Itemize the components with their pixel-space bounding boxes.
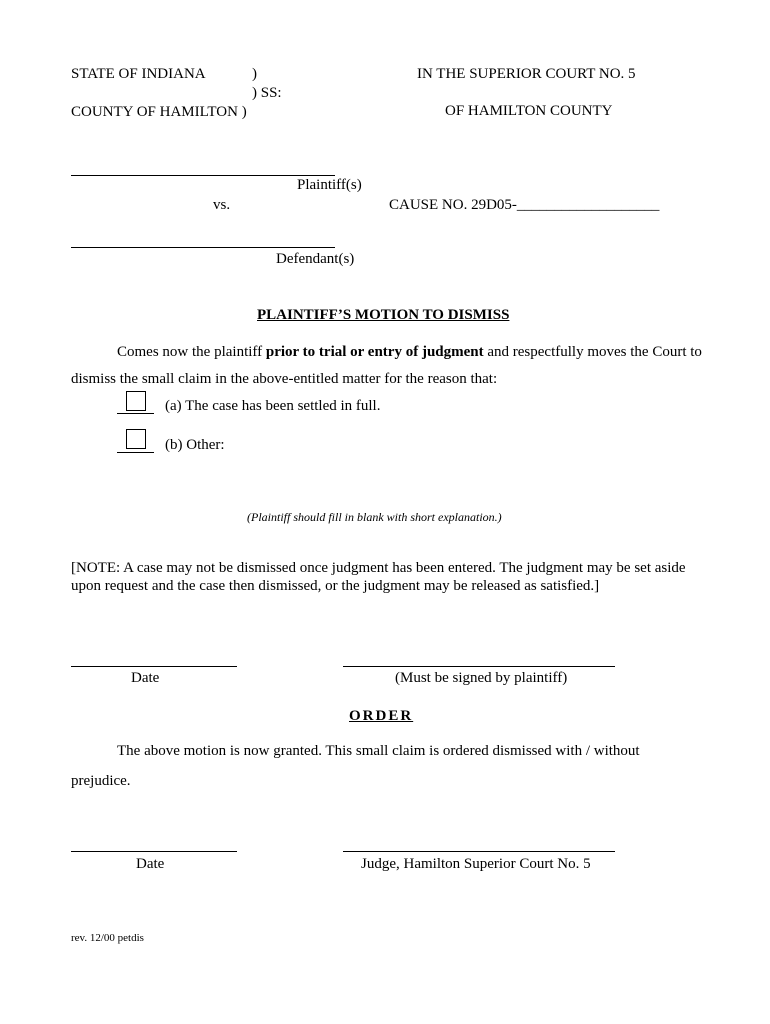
judge-signature-label: Judge, Hamilton Superior Court No. 5 <box>361 856 591 872</box>
date-line-2[interactable] <box>71 851 237 852</box>
court-county-label: OF HAMILTON COUNTY <box>445 103 613 119</box>
checkbox-settled-underline <box>117 413 154 414</box>
date-label-1: Date <box>131 670 160 686</box>
state-label: STATE OF INDIANA <box>71 66 206 82</box>
court-label: IN THE SUPERIOR COURT NO. 5 <box>417 66 636 82</box>
defendant-label: Defendant(s) <box>276 251 355 267</box>
vs-label: vs. <box>213 197 231 213</box>
order-text-line-2: prejudice. <box>71 773 131 789</box>
motion-intro: Comes now the plaintiff prior to trial or entry of judgment and respectfully moves the Court to <box>117 344 702 360</box>
cause-number[interactable]: CAUSE NO. 29D05-___________________ <box>389 197 660 213</box>
date-label-2: Date <box>136 856 165 872</box>
plaintiff-label: Plaintiff(s) <box>297 177 362 193</box>
date-line-1[interactable] <box>71 666 237 667</box>
option-other-label: (b) Other: <box>165 437 225 453</box>
checkbox-settled[interactable] <box>126 391 146 411</box>
checkbox-other[interactable] <box>126 429 146 449</box>
judge-signature-line[interactable] <box>343 851 615 852</box>
plaintiff-signature-label: (Must be signed by plaintiff) <box>395 670 568 686</box>
note-line-2: upon request and the case then dismissed, or the judgment may be released as satisfied.] <box>71 578 600 594</box>
caption-paren: ) <box>252 66 257 82</box>
option-settled-label: (a) The case has been settled in full. <box>165 398 381 414</box>
order-title: ORDER <box>349 708 414 724</box>
ss-label: ) SS: <box>252 85 282 101</box>
order-text-line-1: The above motion is now granted. This small claim is ordered dismissed with / without <box>117 743 640 759</box>
motion-title: PLAINTIFF’S MOTION TO DISMISS <box>257 307 510 323</box>
note-line-1: [NOTE: A case may not be dismissed once judgment has been entered. The judgment may be set aside <box>71 560 686 576</box>
plaintiff-name-line[interactable] <box>71 175 335 176</box>
explanation-hint: (Plaintiff should fill in blank with short explanation.) <box>247 510 502 524</box>
defendant-name-line[interactable] <box>71 247 335 248</box>
checkbox-other-underline <box>117 452 154 453</box>
plaintiff-signature-line[interactable] <box>343 666 615 667</box>
county-label: COUNTY OF HAMILTON ) <box>71 104 247 120</box>
revision-footer: rev. 12/00 petdis <box>71 932 144 944</box>
motion-intro-line2: dismiss the small claim in the above-entitled matter for the reason that: <box>71 371 498 387</box>
